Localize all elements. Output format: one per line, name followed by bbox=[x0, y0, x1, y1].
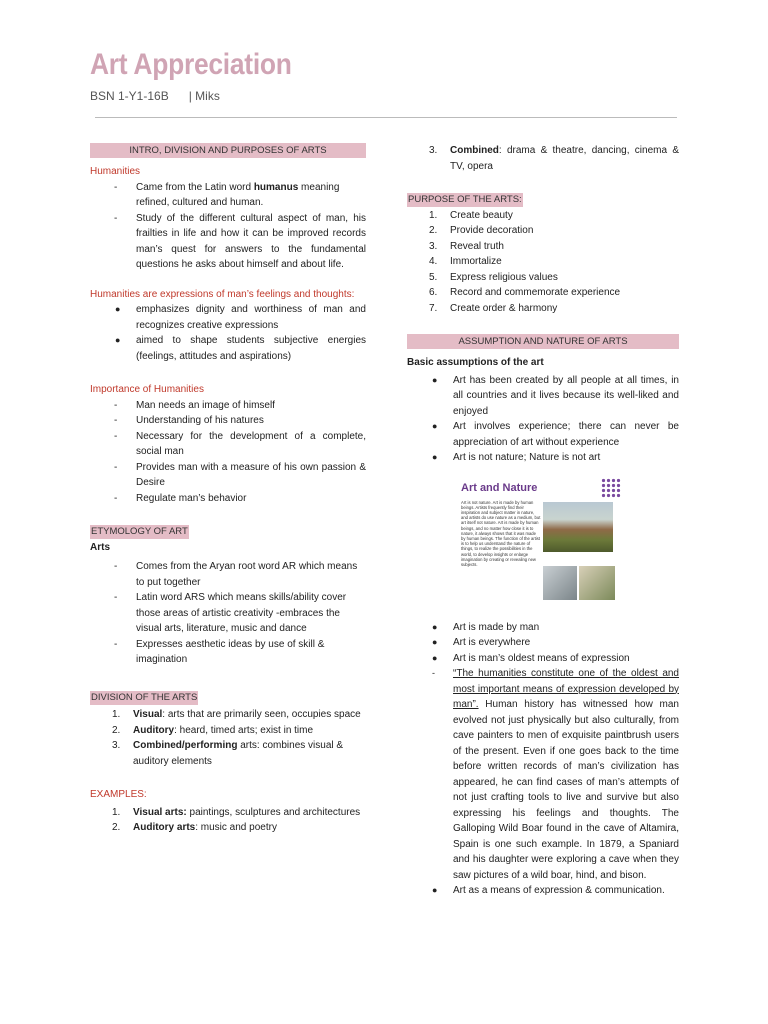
list-item: - Latin word ARS which means skills/ability cover those areas of artistic creativity -embraces the visual arts, literature, music and dance bbox=[114, 592, 347, 634]
art-and-nature-slide bbox=[453, 476, 623, 606]
list-item: ● emphasizes dignity and worthiness of man and recognizes creative expressions bbox=[115, 304, 366, 331]
list-item: 1. Visual arts: paintings, sculptures and architectures bbox=[112, 806, 361, 818]
list-item: 6. Record and commemorate experience bbox=[429, 287, 621, 298]
list-item: 5. Express religious values bbox=[429, 271, 558, 283]
list-item: - Came from the Latin word humanus meaning refined, cultured and human. bbox=[114, 181, 340, 208]
expressions-heading: Humanities are expressions of man’s feelings and thoughts: bbox=[90, 288, 355, 300]
intro-heading: INTRO, DIVISION AND PURPOSES OF ARTS bbox=[90, 143, 366, 158]
list-item: 2. Auditory arts: music and poetry bbox=[112, 822, 277, 833]
list-item: - Study of the different cultural aspect of man, his frailties in life and how it can be improved records man’s quest for answers to the fundamental questions he asks about himself and about life. bbox=[114, 212, 366, 270]
importance-list bbox=[90, 398, 366, 507]
expressions-list bbox=[90, 302, 366, 364]
list-item: ● aimed to shape students subjective energies (feelings, attitudes and aspirations) bbox=[115, 335, 366, 362]
list-item: 7. Create order & harmony bbox=[429, 302, 558, 314]
list-item: - “The humanities constitute one of the oldest and most important means of expression developed by man”. Human history has witnessed how man evolved not just physically but also culturally, from cave painters to men of exquisite paintbrush users of the present. Even if one goes back to the time before written records of man’s civilization has appeared, he can find cases of man’s attempts of not just crafting tools to live and survive but also expressing his feelings and thoughts. The Galloping Wild Boar found in the cave of Altamira, Spain is one such example. In 1879, a Spaniard and his daughter were exploring a cave when they saw pictures of a wild boar, hind, and bison. bbox=[432, 668, 679, 881]
list-item: ● Art involves experience; there can never be appreciation of art without experience bbox=[432, 421, 679, 448]
combined-list bbox=[407, 143, 679, 174]
list-item: - Comes from the Aryan root word AR which means to put together bbox=[114, 561, 358, 588]
humanities-heading: Humanities bbox=[90, 166, 141, 177]
slide-title: Art and Nature bbox=[461, 481, 538, 494]
artifact-photo-image bbox=[543, 566, 577, 600]
list-item: 1. Create beauty bbox=[429, 209, 513, 221]
page-title: Art Appreciation bbox=[90, 48, 292, 81]
list-item: - Expresses aesthetic ideas by use of skill & imagination bbox=[114, 638, 325, 665]
list-item: 3. Reveal truth bbox=[429, 240, 504, 252]
list-item: - Man needs an image of himself bbox=[114, 399, 275, 411]
list-item: ● Art as a means of expression & communication. bbox=[432, 885, 665, 896]
purpose-list bbox=[407, 208, 679, 317]
purpose-heading: PURPOSE OF THE ARTS: bbox=[408, 194, 522, 205]
etymology-heading: ETYMOLOGY OF ART bbox=[91, 526, 188, 537]
list-item: ● Art has been created by all people at all times, in all countries and it lives because its well-liked and enjoyed bbox=[432, 374, 679, 417]
examples-list bbox=[90, 805, 366, 836]
basic-heading: Basic assumptions of the art bbox=[407, 357, 544, 368]
dot-grid-decoration bbox=[601, 478, 621, 498]
arts-heading: Arts bbox=[90, 541, 111, 553]
right-column bbox=[407, 143, 679, 899]
etymology-list bbox=[90, 559, 366, 668]
list-item: - Provides man with a measure of his own passion & Desire bbox=[114, 461, 366, 488]
list-item: 4. Immortalize bbox=[429, 256, 502, 267]
list-item: 3. Combined/performing arts: combines visual & auditory elements bbox=[112, 740, 344, 767]
list-item: 2. Provide decoration bbox=[429, 225, 534, 236]
list-item: - Necessary for the development of a complete, social man bbox=[114, 430, 366, 457]
humanities-list bbox=[90, 180, 366, 273]
division-heading: DIVISION OF THE ARTS bbox=[91, 691, 198, 703]
list-item: 3. Combined: drama & theatre, dancing, cinema & TV, opera bbox=[429, 145, 679, 172]
division-list bbox=[90, 707, 366, 769]
slide-text: Art is not nature. Art is made by human beings. Artists frequently find their inspiration and subject matter in nature, and artists do use nature as a medium, but art itself not nature. Art is made by human beings, and no matter how close it is to nature, it always shows that it was made by human beings. The function of the artist is to help us understand the nature of things, to realize the possibilities in the world, to develop insights or enlarge imagination by creating or revealing new subjects. bbox=[461, 499, 541, 567]
list-item: - Regulate man’s behavior bbox=[114, 492, 247, 504]
list-item: - Understanding of his natures bbox=[114, 415, 264, 426]
list-item: ● Art is made by man bbox=[432, 621, 540, 633]
humanities-quote: “The humanities constitute one of the oldest and most important means of expression developed by man”. bbox=[453, 668, 679, 710]
assumption-heading: ASSUMPTION AND NATURE OF ARTS bbox=[407, 334, 679, 349]
list-item: ● Art is man’s oldest means of expression bbox=[432, 652, 630, 664]
landscape-painting-image bbox=[543, 502, 613, 552]
left-column bbox=[90, 143, 366, 836]
list-item: ● Art is not nature; Nature is not art bbox=[432, 452, 601, 463]
examples-heading: EXAMPLES: bbox=[90, 789, 147, 800]
list-item: ● Art is everywhere bbox=[432, 637, 531, 648]
importance-heading: Importance of Humanities bbox=[90, 384, 204, 395]
header-divider bbox=[95, 117, 677, 118]
list-item: 2. Auditory: heard, timed arts; exist in time bbox=[112, 724, 314, 736]
list-item: 1. Visual: arts that are primarily seen, occupies space bbox=[112, 709, 361, 720]
basic-list bbox=[407, 373, 679, 466]
plant-photo-image bbox=[579, 566, 615, 600]
nature-list bbox=[407, 620, 679, 899]
page-subtitle: BSN 1-Y1-16B | Miks bbox=[90, 89, 220, 103]
